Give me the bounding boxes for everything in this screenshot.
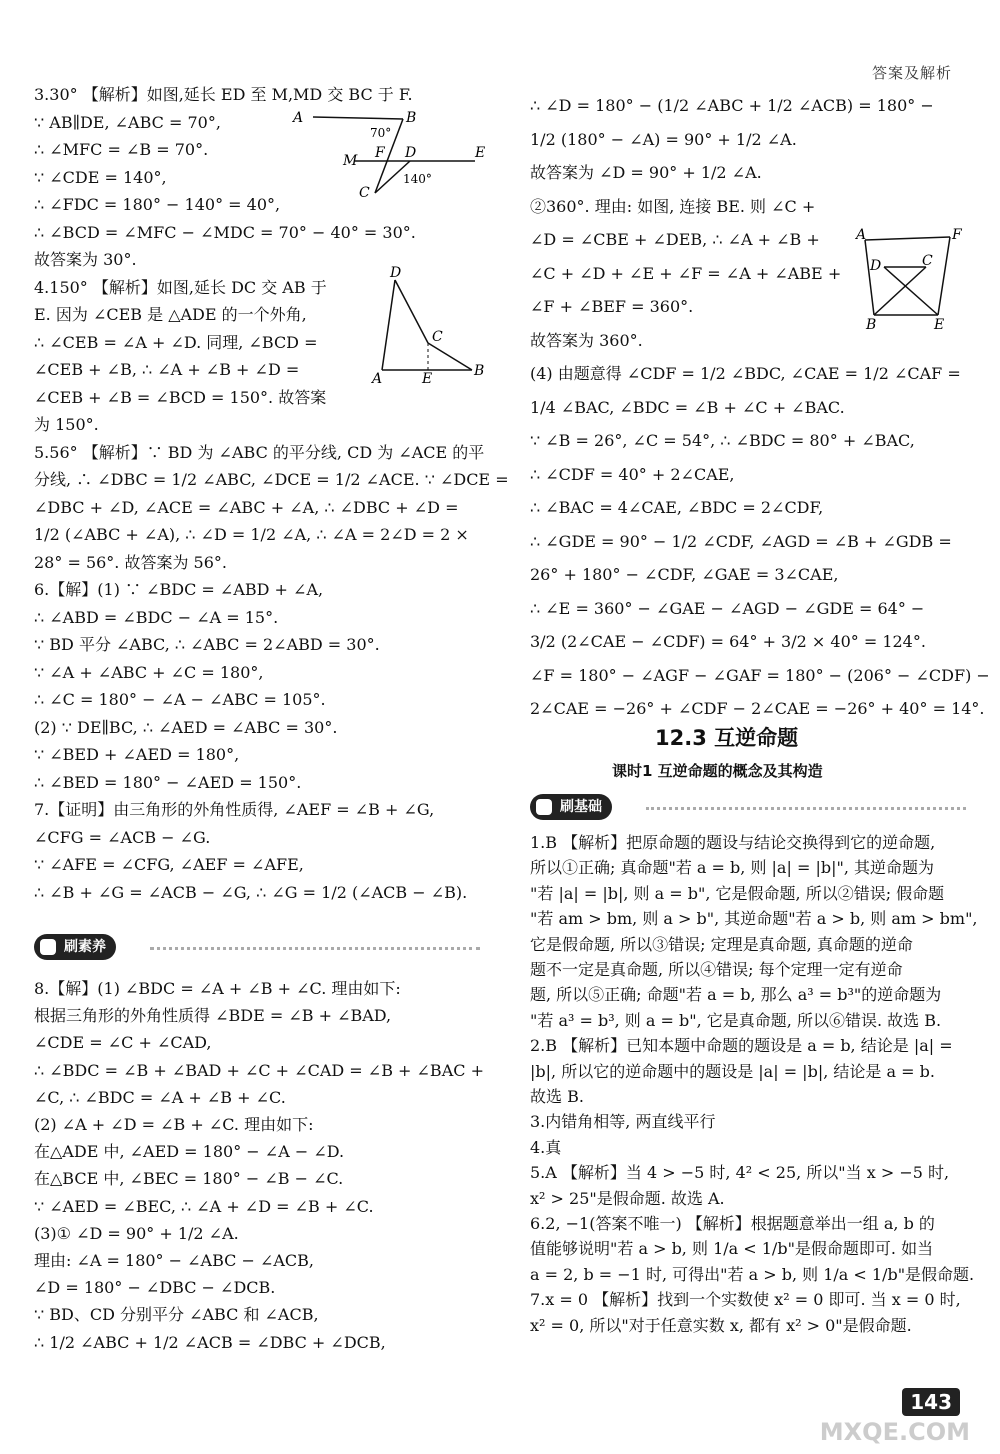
text-line: x² = 0, 所以"对于任意实数 x, 都有 x² > 0"是假命题.: [530, 1315, 912, 1335]
text-line: 为 150°.: [34, 415, 99, 434]
text-line: 7.【证明】由三角形的外角性质得, ∠AEF = ∠B + ∠G,: [34, 800, 435, 819]
text-line: ∴ ∠BED = 180° − ∠AED = 150°.: [34, 772, 302, 792]
fig3-label: M: [343, 153, 358, 169]
fig4-label: E: [422, 371, 433, 387]
text-line: 6.2, −1(答案不唯一) 【解析】根据题意举出一组 a, b 的: [530, 1214, 935, 1233]
text-line: ∴ ∠GDE = 90° − 1/2 ∠CDF, ∠AGD = ∠B + ∠GDB =: [530, 531, 952, 551]
text-line: ∠C + ∠D + ∠E + ∠F = ∠A + ∠ABE +: [530, 263, 842, 283]
text-line: "若 am > bm, 则 a > b", 其逆命题"若 a > b, 则 am > bm",: [530, 909, 978, 929]
text-line: 1/2 (180° − ∠A) = 90° + 1/2 ∠A.: [530, 129, 797, 149]
divider: [646, 807, 966, 810]
fig8-label: E: [934, 317, 945, 333]
text-line: "若 |a| = |b|, 则 a = b", 它是假命题, 所以②错误; 假命题: [530, 883, 945, 903]
text-line: 分线, ∴ ∠DBC = 1/2 ∠ABC, ∠DCE = 1/2 ∠ACE. ∵ ∠DCE =: [34, 470, 509, 489]
text-line: ∵ ∠AED = ∠BEC, ∴ ∠A + ∠D = ∠B + ∠C.: [34, 1196, 374, 1216]
text-line: ∵ ∠AFE = ∠CFG, ∠AEF = ∠AFE,: [34, 855, 304, 874]
text-line: 所以①正确; 真命题"若 a = b, 则 |a| = |b|", 其逆命题为: [530, 858, 934, 878]
text-line: 5.A 【解析】当 4 > −5 时, 4² < 25, 所以"当 x > −5 时,: [530, 1163, 950, 1183]
text-line: ∴ 1/2 ∠ABC + 1/2 ∠ACB = ∠DBC + ∠DCB,: [34, 1332, 386, 1352]
text-line: 值能够说明"若 a > b, 则 1/a < 1/b"是假命题即可. 如当: [530, 1239, 934, 1259]
page-number: 143: [902, 1388, 960, 1416]
text-line: ∠CEB + ∠B = ∠BCD = 150°. 故答案: [34, 387, 327, 407]
fig3-label: A: [293, 110, 304, 126]
fig8-label: B: [866, 317, 877, 333]
text-line: ∵ ∠CDE = 140°,: [34, 167, 167, 187]
text-line: ∴ ∠BAC = 4∠CAE, ∠BDC = 2∠CDF,: [530, 498, 824, 517]
text-line: 题不一定是真命题, 所以④错误; 每个定理一定有逆命: [530, 960, 903, 979]
text-line: 4.150° 【解析】如图,延长 DC 交 AB 于: [34, 277, 327, 297]
text-line: E. 因为 ∠CEB 是 △ADE 的一个外角,: [34, 305, 307, 324]
text-line: ∵ BD、CD 分别平分 ∠ABC 和 ∠ACB,: [34, 1305, 319, 1325]
text-line: ∠CFG = ∠ACB − ∠G.: [34, 827, 211, 847]
text-line: ∠CDE = ∠C + ∠CAD,: [34, 1033, 212, 1053]
text-line: (2) ∠A + ∠D = ∠B + ∠C. 理由如下:: [34, 1115, 314, 1134]
text-line: 故答案为 360°.: [530, 330, 643, 350]
text-line: ∴ ∠D = 180° − (1/2 ∠ABC + 1/2 ∠ACB) = 180° −: [530, 96, 934, 115]
text-line: 理由: ∠A = 180° − ∠ABC − ∠ACB,: [34, 1251, 315, 1270]
fig3-label: E: [475, 145, 486, 161]
text-line: (2) ∵ DE∥BC, ∴ ∠AED = ∠ABC = 30°.: [34, 717, 338, 737]
text-line: 2.B 【解析】已知本题中命题的题设是 a = b, 结论是 |a| =: [530, 1036, 953, 1056]
fig8-label: C: [922, 253, 933, 269]
text-line: 2∠CAE = −26° + ∠CDF − 2∠CAE = −26° + 40° = 14°.: [530, 699, 985, 718]
text-line: x² > 25"是假命题. 故选 A.: [530, 1188, 725, 1208]
badge-label: 刷基础: [560, 799, 602, 815]
text-line: ②360°. 理由: 如图, 连接 BE. 则 ∠C +: [530, 196, 816, 216]
text-line: ∠F + ∠BEF = 360°.: [530, 297, 694, 316]
text-line: ∵ BD 平分 ∠ABC, ∴ ∠ABC = 2∠ABD = 30°.: [34, 635, 380, 654]
text-line: ∵ AB∥DE, ∠ABC = 70°,: [34, 112, 221, 132]
text-line: ∠C, ∴ ∠BDC = ∠A + ∠B + ∠C.: [34, 1087, 286, 1107]
text-line: |b|, 所以它的逆命题中的题设是 |a| = |b|, 结论是 a = b.: [530, 1061, 935, 1081]
text-line: 在△ADE 中, ∠AED = 180° − ∠A − ∠D.: [34, 1142, 345, 1162]
text-line: 28° = 56°. 故答案为 56°.: [34, 552, 228, 572]
text-line: 故答案为 30°.: [34, 250, 137, 269]
fig3-label: 140°: [403, 172, 432, 186]
text-line: 6.【解】(1) ∵ ∠BDC = ∠ABD + ∠A,: [34, 580, 324, 599]
fig4-label: B: [474, 363, 485, 379]
watermark: MXQE.COM: [819, 1418, 970, 1446]
text-line: 它是假命题, 所以③错误; 定理是真命题, 真命题的逆命: [530, 934, 913, 954]
fig8-label: D: [870, 258, 882, 274]
text-line: 3/2 (2∠CAE − ∠CDF) = 64° + 3/2 × 40° = 124°.: [530, 632, 926, 651]
text-line: ∴ ∠FDC = 180° − 140° = 40°,: [34, 195, 281, 214]
text-line: 3.内错角相等, 两直线平行: [530, 1112, 716, 1132]
text-line: ∠DBC + ∠D, ∠ACE = ∠ABC + ∠A, ∴ ∠DBC + ∠D =: [34, 497, 459, 517]
text-line: ∴ ∠BDC = ∠B + ∠BAD + ∠C + ∠CAD = ∠B + ∠BAC +: [34, 1060, 484, 1080]
text-line: ∴ ∠MFC = ∠B = 70°.: [34, 140, 209, 159]
text-line: ∠D = ∠CBE + ∠DEB, ∴ ∠A + ∠B +: [530, 230, 820, 249]
text-line: 8.【解】(1) ∠BDC = ∠A + ∠B + ∠C. 理由如下:: [34, 979, 401, 998]
section-badge-basic: [530, 794, 612, 820]
text-line: ∠CEB + ∠B, ∴ ∠A + ∠B + ∠D =: [34, 360, 300, 379]
fig3-label: F: [375, 145, 385, 161]
text-line: "若 a³ = b³, 则 a = b", 它是真命题, 所以⑥错误. 故选 B.: [530, 1010, 942, 1030]
text-line: ∵ ∠B = 26°, ∠C = 54°, ∴ ∠BDC = 80° + ∠BAC,: [530, 431, 915, 450]
section-badge-advanced: [34, 934, 116, 960]
text-line: 5.56° 【解析】∵ BD 为 ∠ABC 的平分线, CD 为 ∠ACE 的平: [34, 442, 485, 462]
fig3-label: C: [359, 185, 370, 200]
fig8-label: A: [856, 227, 867, 243]
fig3-label: D: [405, 145, 417, 161]
text-line: ∠D = 180° − ∠DBC − ∠DCB.: [34, 1278, 276, 1298]
text-line: 3.30° 【解析】如图,延长 ED 至 M,MD 交 BC 于 F.: [34, 85, 413, 104]
text-line: ∴ ∠B + ∠G = ∠ACB − ∠G, ∴ ∠G = 1/2 (∠ACB − ∠B).: [34, 882, 468, 902]
lesson-title: 课时1 互逆命题的概念及其构造: [612, 762, 823, 780]
badge-label: 刷素养: [64, 939, 106, 955]
text-line: 7.x = 0 【解析】找到一个实数使 x² = 0 即可. 当 x = 0 时,: [530, 1290, 961, 1310]
fig4-label: C: [432, 329, 443, 345]
badge-icon: [536, 799, 552, 815]
section-title: 12.3 互逆命题: [655, 726, 799, 750]
divider: [150, 947, 480, 950]
text-line: 4.真: [530, 1137, 562, 1157]
text-line: 题, 所以⑤正确; 命题"若 a = b, 那么 a³ = b³"的逆命题为: [530, 985, 942, 1005]
text-line: 1.B 【解析】把原命题的题设与结论交换得到它的逆命题,: [530, 833, 936, 852]
fig3-label: 70°: [370, 126, 392, 140]
badge-icon: [40, 939, 56, 955]
text-line: 根据三角形的外角性质得 ∠BDE = ∠B + ∠BAD,: [34, 1006, 392, 1026]
figure-problem-3: [285, 105, 490, 200]
fig3-label: B: [406, 110, 417, 126]
text-line: 故答案为 ∠D = 90° + 1/2 ∠A.: [530, 163, 762, 182]
fig4-label: A: [372, 371, 383, 387]
text-line: ∴ ∠ABD = ∠BDC − ∠A = 15°.: [34, 607, 279, 627]
text-line: (3)① ∠D = 90° + 1/2 ∠A.: [34, 1223, 239, 1243]
text-line: ∴ ∠BCD = ∠MFC − ∠MDC = 70° − 40° = 30°.: [34, 222, 416, 242]
fig8-label: F: [952, 227, 962, 243]
fig4-label: D: [390, 265, 402, 281]
text-line: 在△BCE 中, ∠BEC = 180° − ∠B − ∠C.: [34, 1169, 344, 1189]
text-line: a = 2, b = −1 时, 可得出"若 a > b, 则 1/a < 1/b"是假命题.: [530, 1264, 975, 1284]
text-line: ∴ ∠CDF = 40° + 2∠CAE,: [530, 464, 735, 484]
figure-problem-8: [850, 225, 965, 340]
text-line: ∴ ∠E = 360° − ∠GAE − ∠AGD − ∠GDE = 64° −: [530, 598, 925, 618]
text-line: ∵ ∠BED + ∠AED = 180°,: [34, 745, 240, 764]
text-line: ∠F = 180° − ∠AGF − ∠GAF = 180° − (206° − ∠CDF) −: [530, 665, 990, 685]
text-line: 1/4 ∠BAC, ∠BDC = ∠B + ∠C + ∠BAC.: [530, 397, 845, 417]
text-line: 1/2 (∠ABC + ∠A), ∴ ∠D = 1/2 ∠A, ∴ ∠A = 2∠D = 2 ×: [34, 525, 469, 544]
page-header: 答案及解析: [871, 64, 952, 82]
text-line: 26° + 180° − ∠CDF, ∠GAE = 3∠CAE,: [530, 565, 839, 584]
text-line: ∵ ∠A + ∠ABC + ∠C = 180°,: [34, 662, 264, 682]
text-line: ∴ ∠CEB = ∠A + ∠D. 同理, ∠BCD =: [34, 332, 318, 352]
text-line: (4) 由题意得 ∠CDF = 1/2 ∠BDC, ∠CAE = 1/2 ∠CAF =: [530, 364, 961, 383]
text-line: 故选 B.: [530, 1087, 584, 1106]
text-line: ∴ ∠C = 180° − ∠A − ∠ABC = 105°.: [34, 690, 326, 709]
figure-problem-4: [370, 265, 490, 390]
